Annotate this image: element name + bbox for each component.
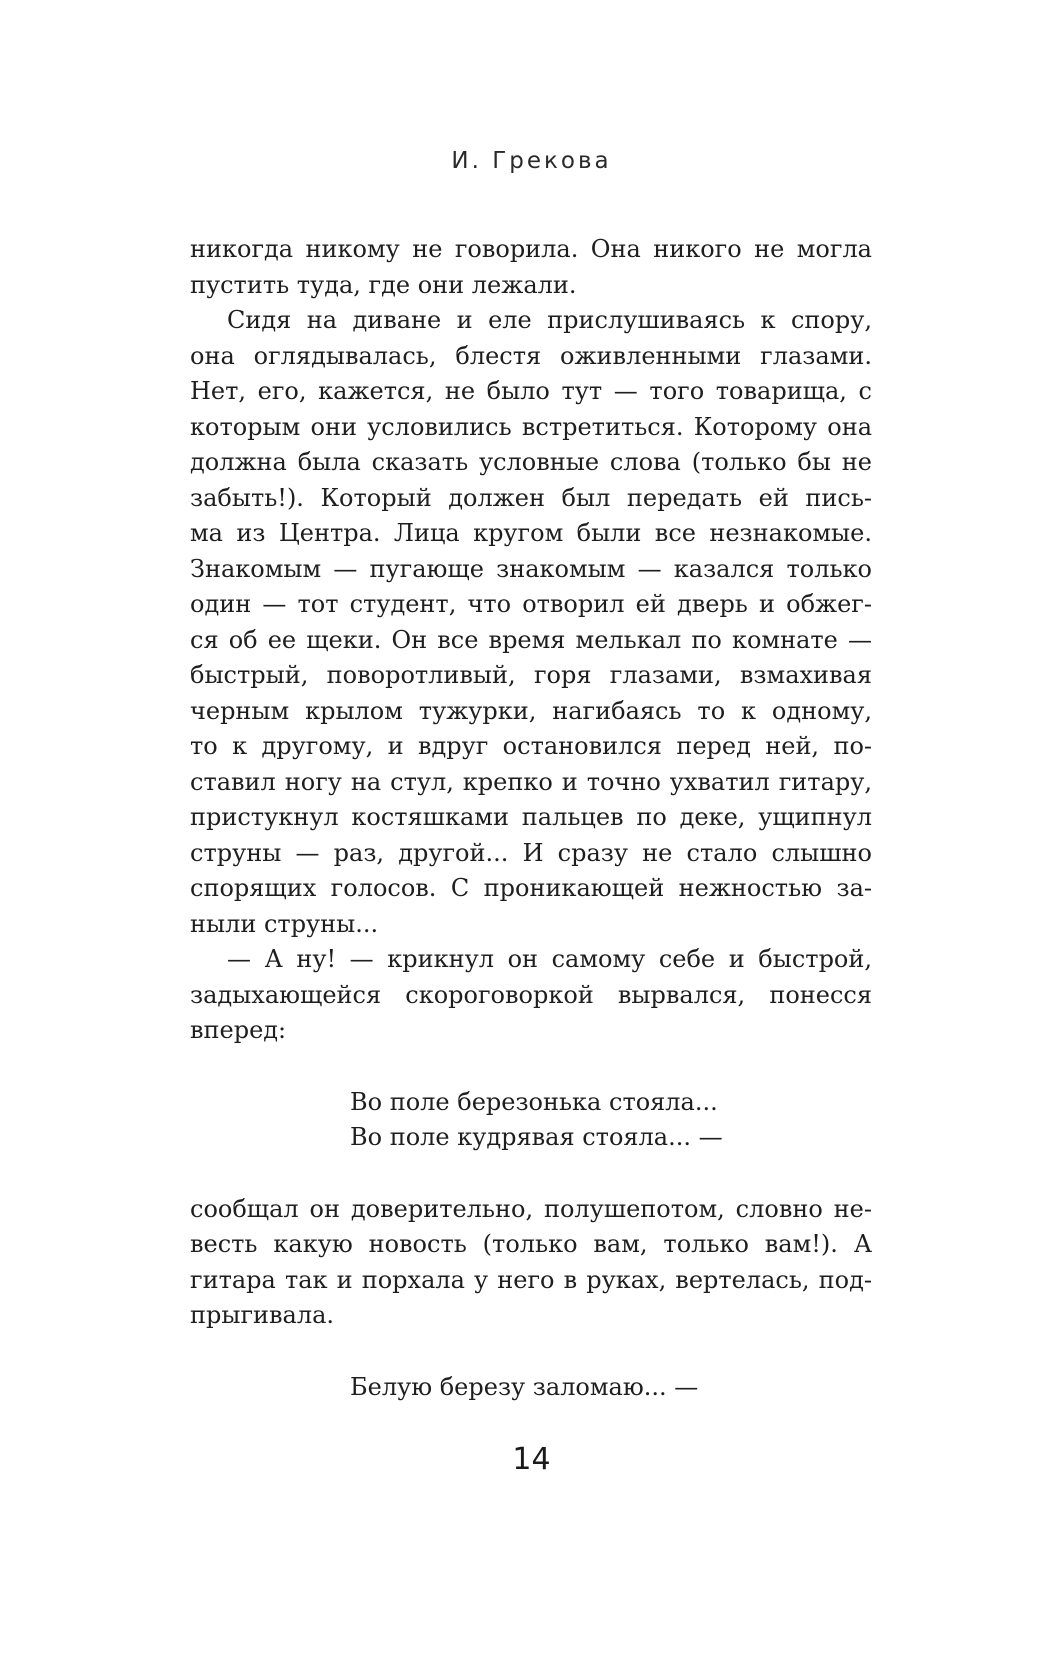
text-line: задыхающейся скороговоркой вырвался, понесся: [190, 980, 872, 1009]
verse-line: Белую березу заломаю... —: [350, 1372, 699, 1401]
text-line: которым они условились встретиться. Которому она: [190, 412, 872, 441]
text-line: ныли струны...: [190, 909, 379, 938]
paragraph-2: [190, 303, 872, 942]
text-line: струны — раз, другой... И сразу не стало слышно: [190, 838, 872, 867]
text-line: спорящих голосов. С проникающей нежностью за-: [190, 874, 872, 902]
page-number: 14: [512, 1442, 551, 1477]
text-line: ставил ногу на стул, крепко и точно ухватил гитару,: [190, 767, 872, 796]
text-line: быстрый, поворотливый, горя глазами, взмахивая: [190, 661, 872, 689]
spacer: [190, 1156, 872, 1192]
text-line: то к другому, и вдруг остановился перед ней, по-: [190, 732, 872, 760]
text-line: ся об ее щеки. Он все время мелькал по комнате —: [190, 625, 872, 654]
spacer: [190, 1334, 872, 1370]
text-line: сообщал он доверительно, полушепотом, словно не-: [190, 1194, 872, 1223]
text-line: она оглядывалась, блестя оживленными глазами.: [190, 341, 872, 370]
verse-block-2: [190, 1370, 872, 1406]
text-line: весть какую новость (только вам, только вам!). А: [190, 1230, 872, 1258]
verse-line: Во поле березонька стояла...: [350, 1087, 718, 1116]
text-line: вперед:: [190, 1016, 287, 1044]
verse-block-1: [190, 1085, 872, 1156]
text-line: один — тот студент, что отворил ей дверь и обжег-: [190, 590, 872, 618]
text-line: — А ну! — крикнул он самому себе и быстрой,: [227, 945, 872, 973]
text-line: Нет, его, кажется, не было тут — того товарища, с: [190, 377, 872, 405]
verse-line: Во поле кудрявая стояла... —: [350, 1123, 723, 1151]
text-line: пристукнул костяшками пальцев по деке, ущипнул: [190, 803, 872, 831]
text-line: должна была сказать условные слова (только бы не: [190, 448, 872, 476]
running-head: И. Грекова: [451, 148, 612, 174]
paragraph-3: [190, 942, 872, 1049]
paragraph-1: [190, 232, 872, 303]
text-line: Знакомым — пугающе знакомым — казался только: [190, 554, 872, 583]
spacer: [190, 1049, 872, 1085]
text-line: Сидя на диване и еле прислушиваясь к спору,: [227, 306, 872, 334]
text-line: никогда никому не говорила. Она никого не могла: [190, 235, 872, 263]
text-line: ма из Центра. Лица кругом были все незнакомые.: [190, 519, 872, 547]
text-line: гитара так и порхала у него в руках, вертелась, под-: [190, 1265, 872, 1294]
text-line: забыть!). Который должен был передать ей пись-: [190, 483, 872, 512]
paragraph-4: [190, 1192, 872, 1334]
text-line: пустить туда, где они лежали.: [190, 270, 577, 299]
text-line: прыгивала.: [190, 1301, 335, 1329]
body-text: [190, 232, 872, 1405]
text-line: черным крылом тужурки, нагибаясь то к одному,: [190, 696, 872, 725]
